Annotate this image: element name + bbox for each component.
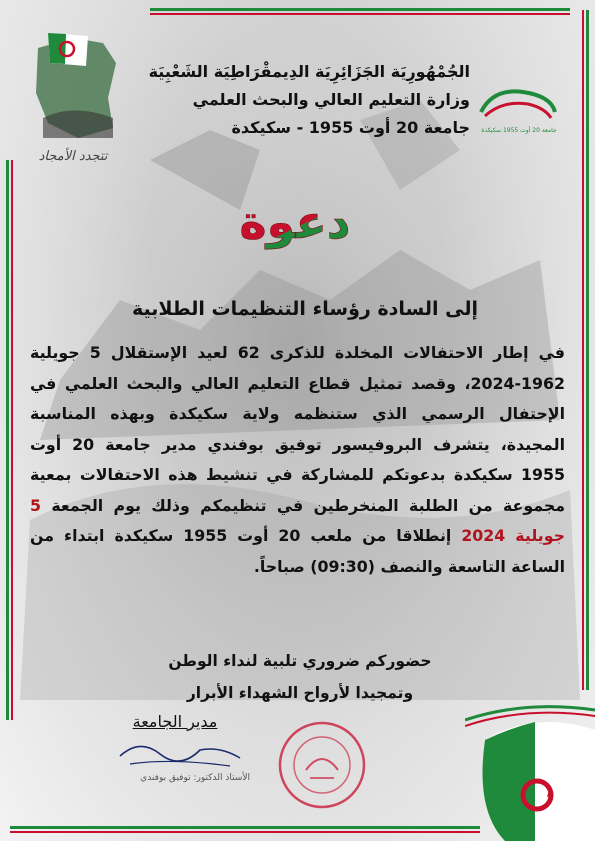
closing-line-1: حضوركم ضروري تلبية لنداء الوطن bbox=[168, 652, 432, 670]
closing-statement bbox=[150, 645, 450, 709]
closing-line-2: وتمجيدا لأرواح الشهداء الأبرار bbox=[186, 684, 414, 702]
invitation-body bbox=[30, 338, 565, 582]
ministry-name: وزارة التعليم العالي والبحث العلمي bbox=[192, 90, 470, 109]
event-date: 5 جويلية 2024 bbox=[30, 495, 565, 545]
university-logo bbox=[473, 82, 563, 140]
frame-top-green bbox=[150, 8, 570, 11]
official-stamp bbox=[270, 718, 375, 813]
frame-bottom-red bbox=[10, 831, 480, 833]
republic-title: الجُمْهُورِيَة الجَزَائِرِيَة الدِيمقْرَاطِيَة الشَعْبِيَة bbox=[148, 62, 470, 81]
addressee: إلى السادة رؤساء التنظيمات الطلابية bbox=[131, 298, 479, 320]
frame-left-red bbox=[11, 160, 13, 720]
logo-right-text: جامعة 20 أوت 1955 سكيكدة bbox=[481, 127, 557, 134]
title-text: دعوة bbox=[239, 195, 351, 249]
invitation-title bbox=[215, 186, 375, 256]
university-name: جامعة 20 أوت 1955 - سكيكدة bbox=[231, 118, 470, 137]
frame-right-red bbox=[582, 10, 584, 690]
frame-top-red bbox=[150, 13, 570, 15]
algerian-flag-decoration bbox=[465, 700, 595, 841]
handwritten-signature bbox=[110, 728, 255, 786]
signatory-name: الأستاذ الدكتور: توفيق بوفندي bbox=[140, 773, 250, 783]
frame-right-green bbox=[586, 10, 589, 690]
logo-slogan: تتجدد الأمجاد bbox=[38, 149, 108, 164]
signatory-title: مدير الجامعة bbox=[132, 712, 218, 731]
body-part-2: إنطلاقا من ملعب 20 أوت 1955 سكيكدة ابتداء من الساعة التاسعة والنصف (09:30) صباحاً. bbox=[30, 526, 565, 576]
frame-bottom-green bbox=[10, 826, 480, 829]
body-part-1: في إطار الاحتفالات المخلدة للذكرى 62 لعيد الإستقلال 5 جويلية 1962-2024، وقصد تمثيل قطاع التعليم العالي والبحث العلمي في الإحتفال الرسمي الذي ستنظمه ولاية سكيكدة وبهذه المناسبة المجيدة، يتشرف البروفيسور توفيق بوفندي مدير جامعة 20 أوت 1955 سكيكدة بدعوتكم للمشاركة في تنشيط هذه الاحتفالات بمعية مجموعة من الطلبة المنخرطين في تنظيمكم وذلك يوم الجمعة bbox=[30, 343, 565, 515]
document-header bbox=[110, 58, 470, 142]
frame-left-green bbox=[6, 160, 9, 720]
